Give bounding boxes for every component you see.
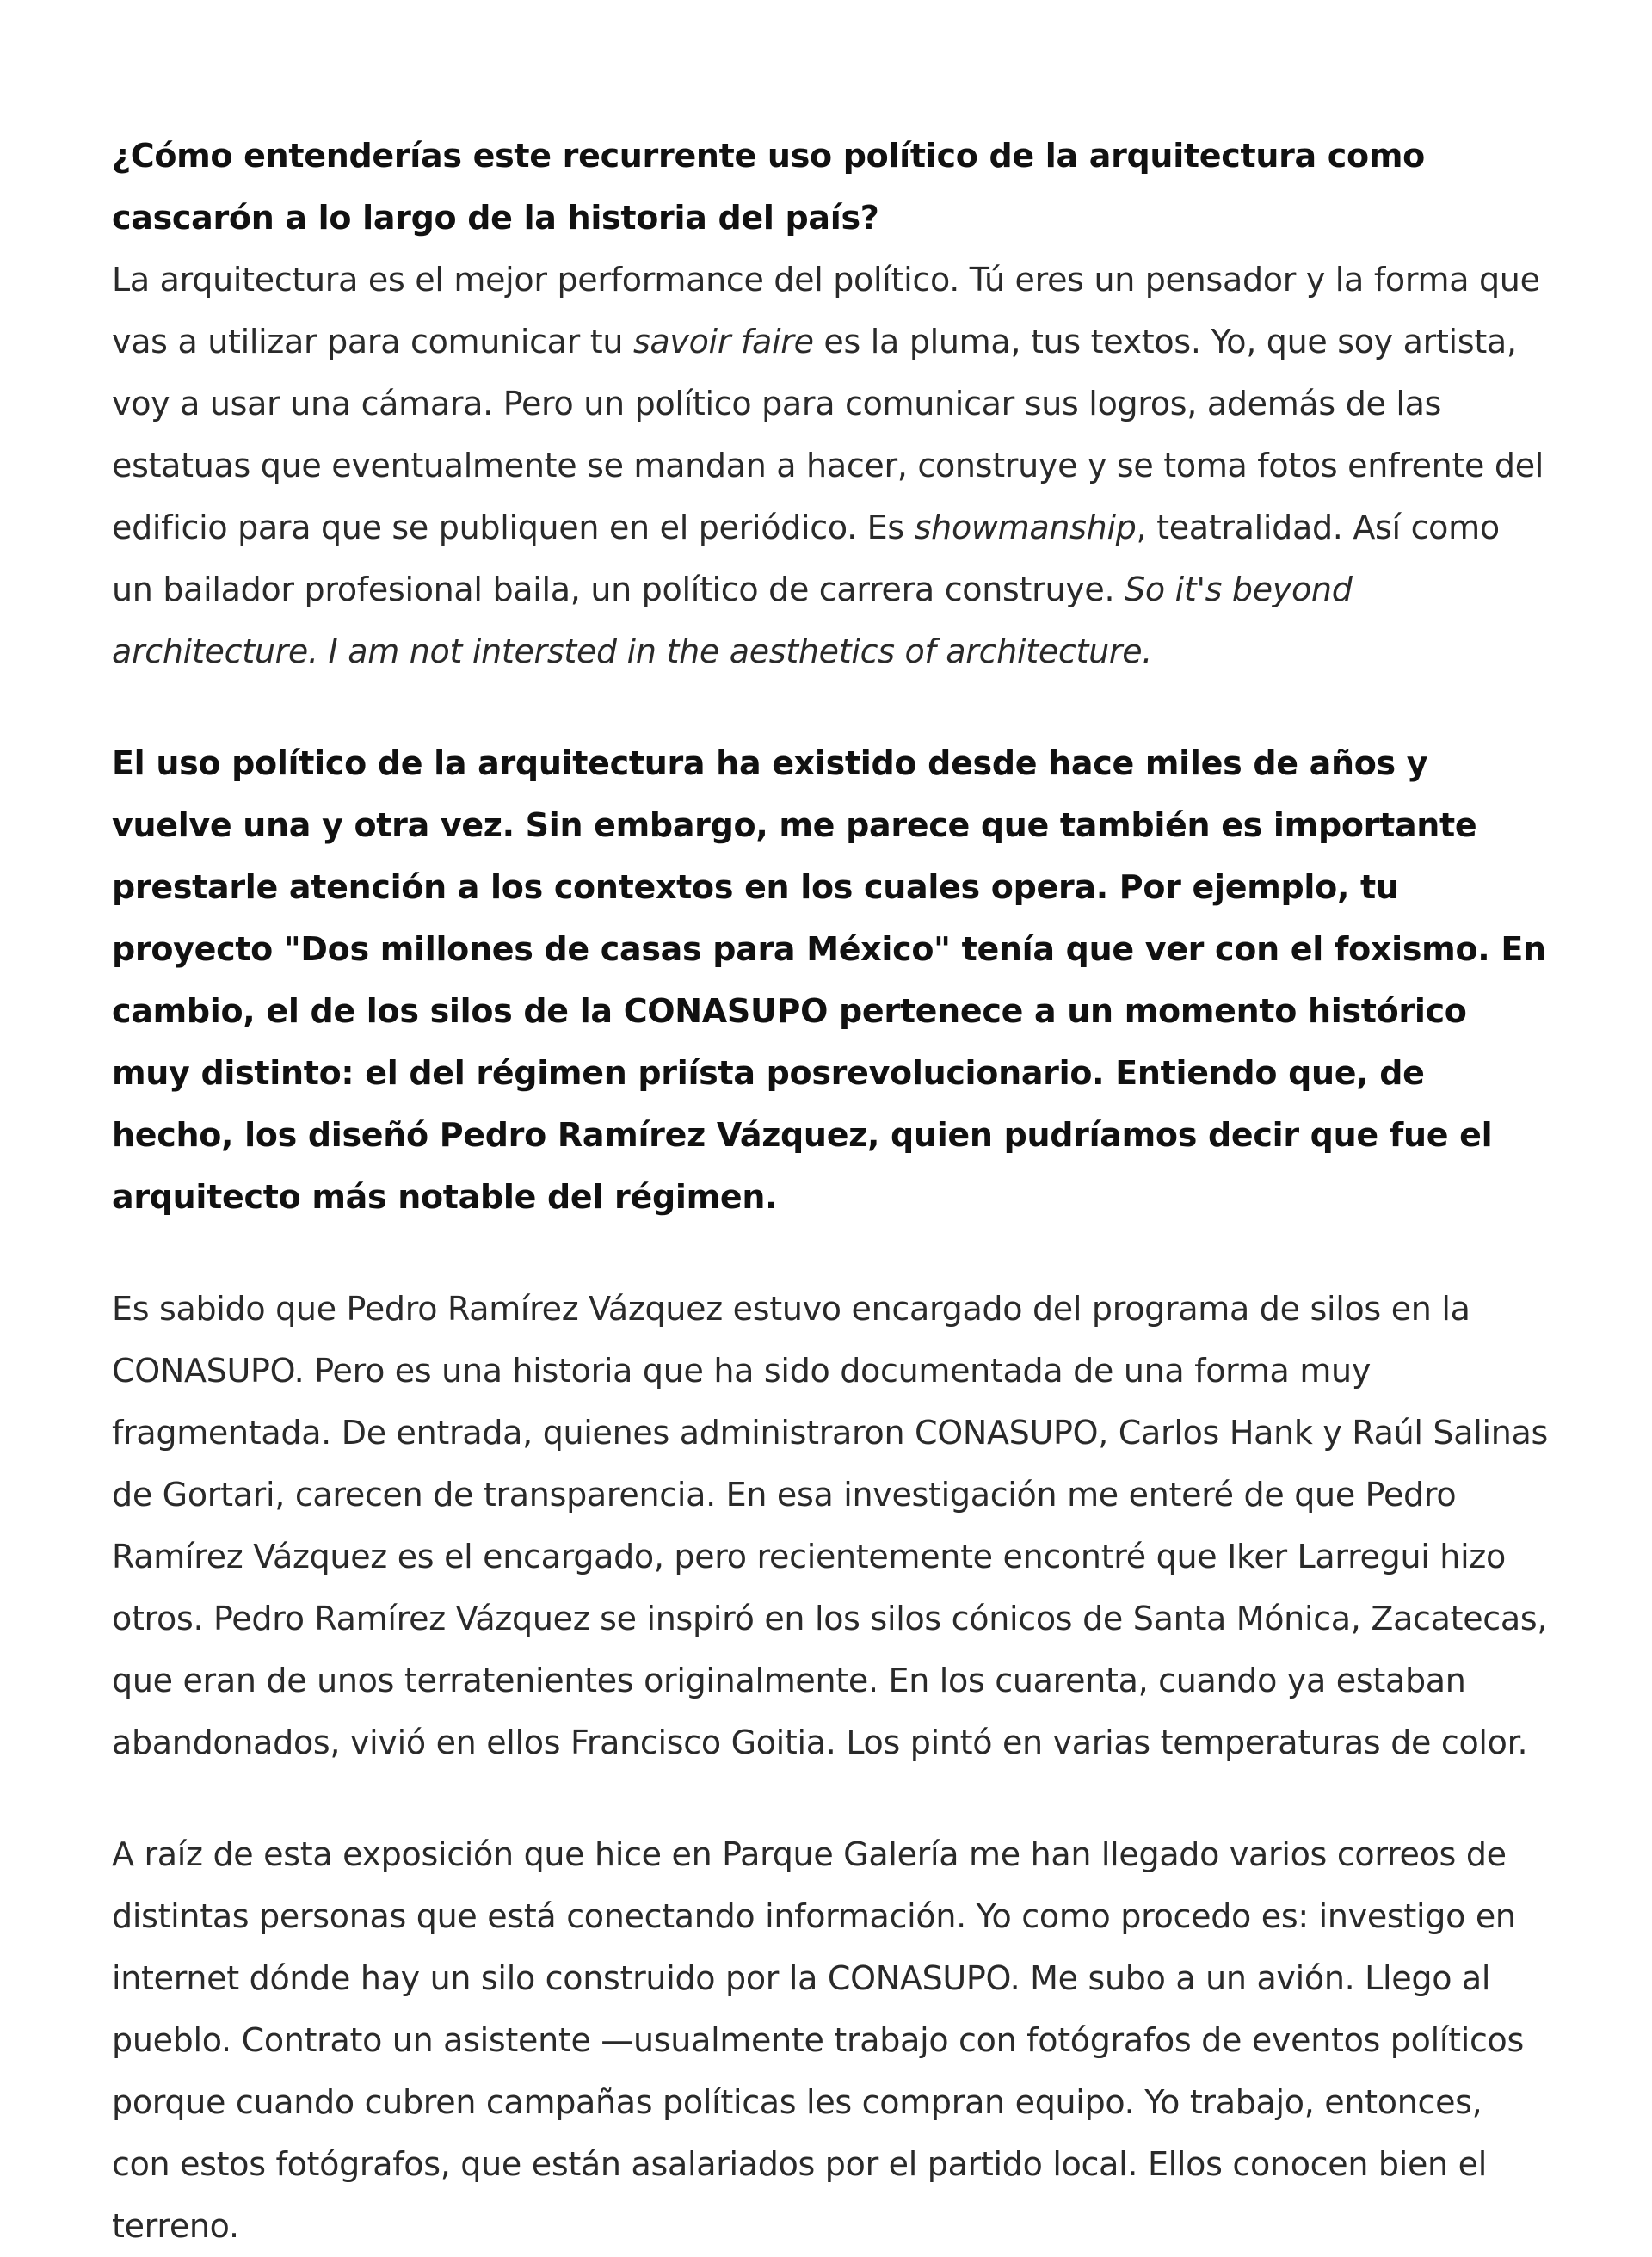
answer-1-segment: es la pluma, tus textos. Yo, que soy artista, voy a usar una cámara. Pero un político para comunicar sus logros, además de las estatuas que eventualmente se mandan a hacer, construye y se toma fotos enfrente del edificio para que se publiquen en el periódico. Es xyxy=(112,323,1544,546)
answer-1-segment-italic: showmanship xyxy=(914,509,1137,546)
document-page xyxy=(112,125,1549,2257)
question-1: ¿Cómo entenderías este recurrente uso político de la arquitectura como cascarón a lo largo de la historia del país? xyxy=(112,137,1425,237)
answer-3: A raíz de esta exposición que hice en Parque Galería me han llegado varios correos de distintas personas que está conectando información. Yo como procedo es: investigo en internet dónde hay un silo construido por la CONASUPO. Me subo a un avión. Llego al pueblo. Contrato un asistente —usualmente trabajo con fotógrafos de eventos políticos porque cuando cubren campañas políticas les compran equipo. Yo trabajo, entonces, con estos fotógrafos, que están asalariados por el partido local. Ellos conocen bien el terreno. xyxy=(112,1835,1524,2245)
answer-1-segment: La arquitectura es el mejor performance del político. Tú eres un pensador y la forma que vas a utilizar para comunicar tu xyxy=(112,261,1540,361)
answer-2: Es sabido que Pedro Ramírez Vázquez estuvo encargado del programa de silos en la CONASUPO. Pero es una historia que ha sido documentada de una forma muy fragmentada. De entrada, quienes administraron CONASUPO, Carlos Hank y Raúl Salinas de Gortari, carecen de transparencia. En esa investigación me enteré de que Pedro Ramírez Vázquez es el encargado, pero recientemente encontré que Iker Larregui hizo otros. Pedro Ramírez Vázquez se inspiró en los silos cónicos de Santa Mónica, Zacatecas, que eran de unos terratenientes originalmente. En los cuarenta, cuando ya estaban abandonados, vivió en ellos Francisco Goitia. Los pintó en varias temperaturas de color. xyxy=(112,1290,1548,1761)
answer-1-segment-italic: savoir faire xyxy=(632,323,814,361)
answer-1-segment-italic: So it's beyond architecture. I am not intersted in the aesthetics of architecture. xyxy=(112,570,1353,670)
answer-1 xyxy=(112,249,1549,682)
answer-1-segment: , teatralidad. Así como un bailador profesional baila, un político de carrera construye. xyxy=(112,509,1500,608)
question-2: El uso político de la arquitectura ha existido desde hace miles de años y vuelve una y otra vez. Sin embargo, me parece que también es importante prestarle atención a los contextos en los cuales opera. Por ejemplo, tu proyecto "Dos millones de casas para México" tenía que ver con el foxismo. En cambio, el de los silos de la CONASUPO pertenece a un momento histórico muy distinto: el del régimen priísta posrevolucionario. Entiendo que, de hecho, los diseñó Pedro Ramírez Vázquez, quien pudríamos decir que fue el arquitecto más notable del régimen. xyxy=(112,744,1546,1216)
